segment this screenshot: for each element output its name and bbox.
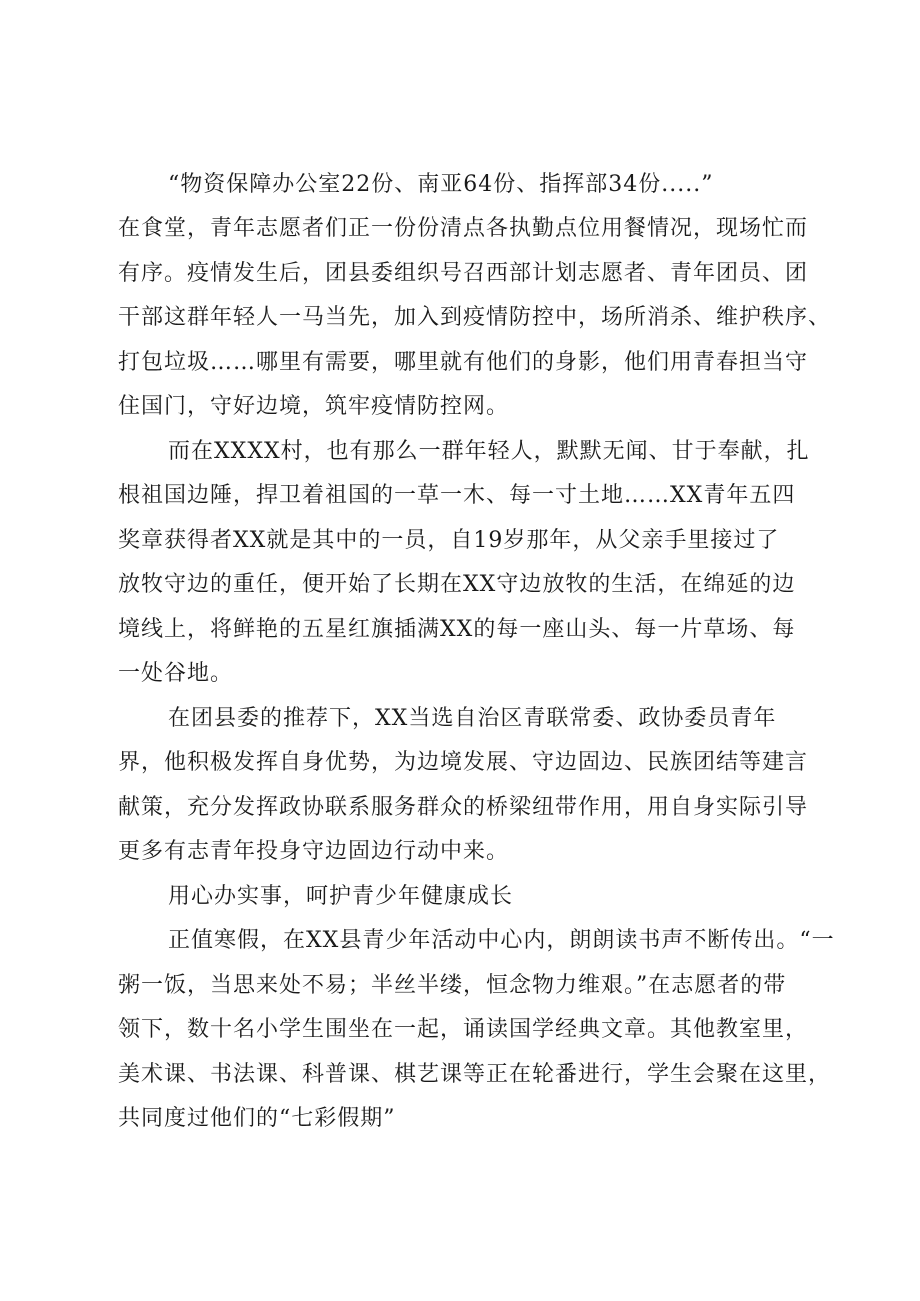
text-line: 界，他积极发挥自身优势，为边境发展、守边固边、民族团结等建言	[118, 750, 809, 775]
text-line: 粥一饭，当思来处不易；半丝半缕，恒念物力维艰。”在志愿者的带	[118, 973, 787, 998]
text-line: 领下，数十名小学生围坐在一起，诵读国学经典文章。其他教室里，	[118, 1017, 809, 1042]
text-line: 献策，充分发挥政协联系服务群众的桥梁纽带作用，用自身实际引导	[118, 795, 809, 820]
text-line: 而在XXXX村，也有那么一群年轻人，默默无闻、甘于奉献，扎	[168, 439, 810, 464]
text-line: 住国门，守好边境，筑牢疫情防控网。	[118, 394, 510, 419]
text-line: 在团县委的推荐下，XX当选自治区青联常委、政协委员青年	[168, 706, 777, 731]
text-line: 干部这群年轻人一马当先，加入到疫情防控中，场所消杀、维护秩序、	[118, 305, 832, 330]
text-line: 有序。疫情发生后，团县委组织号召西部计划志愿者、青年团员、团	[118, 261, 809, 286]
text-line: 更多有志青年投身守边固边行动中来。	[118, 839, 510, 864]
text-line: 美术课、书法课、科普课、棋艺课等正在轮番进行，学生会聚在这里，	[118, 1062, 832, 1087]
section-heading: 用心办实事，呵护青少年健康成长	[168, 884, 514, 909]
text-line: 在食堂，青年志愿者们正一份份清点各执勤点位用餐情况，现场忙而	[118, 216, 809, 241]
text-line: 正值寒假，在XX县青少年活动中心内，朗朗读书声不断传出。“一	[168, 928, 835, 953]
text-line: “物资保障办公室22份、南亚64份、指挥部34份.....”	[168, 172, 714, 197]
text-line: 打包垃圾……哪里有需要，哪里就有他们的身影，他们用青春担当守	[118, 350, 809, 375]
text-line: 境线上，将鲜艳的五星红旗插满XX的每一座山头、每一片草场、每	[118, 617, 796, 642]
text-line: 奖章获得者XX就是其中的一员，自19岁那年，从父亲手里接过了	[118, 528, 780, 553]
text-line: 放牧守边的重任，便开始了长期在XX守边放牧的生活，在绵延的边	[118, 572, 796, 597]
text-line: 一处谷地。	[118, 661, 234, 686]
text-line: 根祖国边陲，捍卫着祖国的一草一木、每一寸土地……XX青年五四	[118, 483, 796, 508]
text-line: 共同度过他们的“七彩假期”	[118, 1106, 396, 1131]
